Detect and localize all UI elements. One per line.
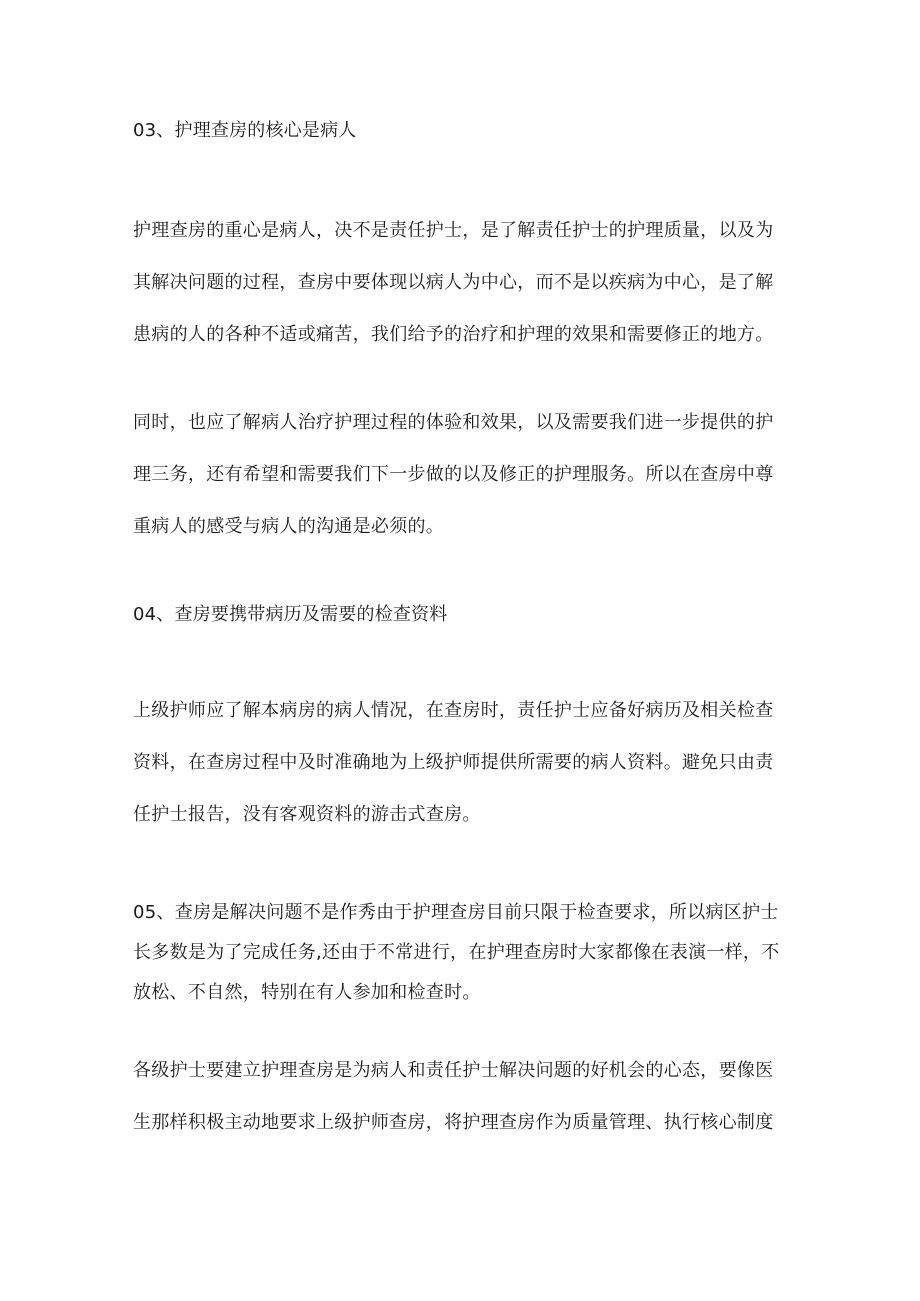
paragraph — [133, 410, 795, 540]
paragraph-line: 长多数是为了完成任务,还由于不常进行，在护理查房时大家都像在表演一样，不 — [133, 942, 780, 963]
paragraph-line: 上级护师应了解本病房的病人情况，在查房时，责任护士应备好病历及相关检查 — [133, 700, 774, 721]
paragraph — [133, 218, 795, 348]
paragraph-line: 05、查房是解决问题不是作秀由于护理查房目前只限于检查要求，所以病区护士 — [133, 902, 779, 923]
paragraph — [133, 698, 795, 828]
heading-text: 04、查房要携带病历及需要的检查资料 — [133, 604, 448, 625]
paragraph-line: 理三务，还有希望和需要我们下一步做的以及修正的护理服务。所以在查房中尊 — [133, 464, 774, 485]
paragraph-line: 重病人的感受与病人的沟通是必须的。 — [133, 516, 445, 537]
paragraph-line: 任护士报告，没有客观资料的游击式查房。 — [133, 804, 481, 825]
section-heading-03 — [133, 118, 795, 144]
paragraph-line: 各级护士要建立护理查房是为病人和责任护士解决问题的好机会的心态，要像医 — [133, 1060, 774, 1081]
paragraph-line: 同时，也应了解病人治疗护理过程的体验和效果，以及需要我们进一步提供的护 — [133, 412, 774, 433]
paragraph-line: 其解决问题的过程，查房中要体现以病人为中心，而不是以疾病为中心，是了解 — [133, 272, 774, 293]
paragraph-line: 放松、不自然，特别在有人参加和检查时。 — [133, 982, 481, 1003]
heading-text: 03、护理查房的核心是病人 — [133, 120, 357, 141]
paragraph — [133, 1058, 795, 1136]
paragraph — [133, 900, 795, 1006]
section-heading-04 — [133, 602, 795, 628]
paragraph-line: 患病的人的各种不适或痛苦，我们给予的治疗和护理的效果和需要修正的地方。 — [133, 324, 774, 345]
paragraph-line: 护理查房的重心是病人，决不是责任护士，是了解责任护士的护理质量，以及为 — [133, 220, 774, 241]
paragraph-line: 生那样积极主动地要求上级护师查房，将护理查房作为质量管理、执行核心制度 — [133, 1112, 774, 1133]
paragraph-line: 资料，在查房过程中及时准确地为上级护师提供所需要的病人资料。避免只由责 — [133, 752, 774, 773]
